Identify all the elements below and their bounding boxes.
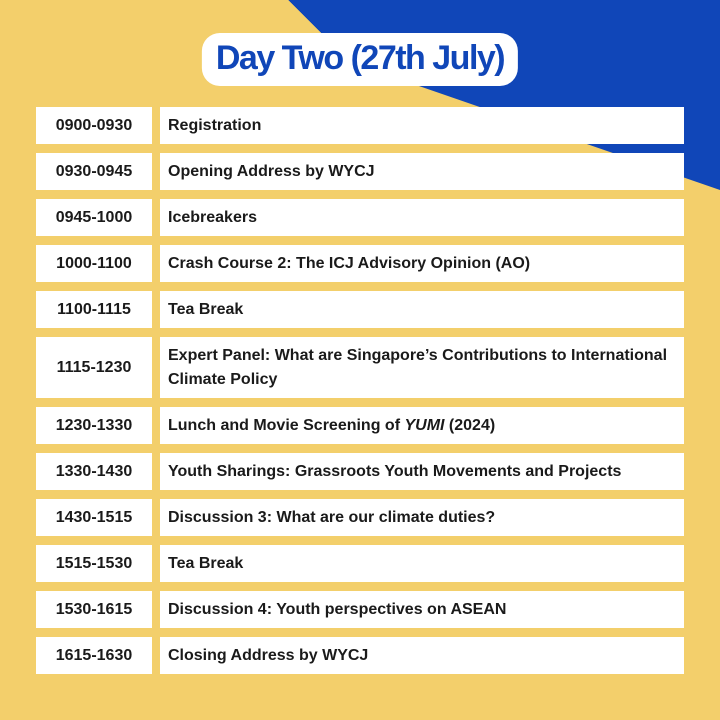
table-row [36,545,684,582]
table-row [36,453,684,490]
table-row [36,637,684,674]
time-cell: 1115-1230 [36,337,152,398]
time-cell: 1515-1530 [36,545,152,582]
table-row [36,591,684,628]
activity-cell: Icebreakers [160,199,684,236]
time-cell: 0900-0930 [36,107,152,144]
activity-cell: Crash Course 2: The ICJ Advisory Opinion (AO) [160,245,684,282]
film-title: YUMI [404,416,445,434]
time-cell: 1530-1615 [36,591,152,628]
time-cell: 1615-1630 [36,637,152,674]
table-row [36,153,684,190]
activity-cell: Youth Sharings: Grassroots Youth Movements and Projects [160,453,684,490]
activity-year: (2024) [444,416,496,434]
table-row [36,499,684,536]
table-row [36,337,684,398]
activity-text: Lunch and Movie Screening of [168,416,405,434]
activity-cell: Expert Panel: What are Singapore’s Contributions to International Climate Policy [160,337,684,398]
schedule-table [36,107,684,683]
time-cell: 1230-1330 [36,407,152,444]
table-row [36,245,684,282]
activity-cell: Registration [160,107,684,144]
time-cell: 1430-1515 [36,499,152,536]
time-cell: 1330-1430 [36,453,152,490]
page-title: Day Two (27th July) [202,33,518,86]
activity-cell: Discussion 4: Youth perspectives on ASEAN [160,591,684,628]
time-cell: 1000-1100 [36,245,152,282]
activity-cell: Tea Break [160,291,684,328]
activity-cell: Opening Address by WYCJ [160,153,684,190]
time-cell: 1100-1115 [36,291,152,328]
activity-cell [160,407,684,444]
time-cell: 0930-0945 [36,153,152,190]
activity-cell: Closing Address by WYCJ [160,637,684,674]
activity-cell: Tea Break [160,545,684,582]
activity-cell: Discussion 3: What are our climate duties? [160,499,684,536]
table-row [36,407,684,444]
table-row [36,199,684,236]
table-row [36,107,684,144]
table-row [36,291,684,328]
time-cell: 0945-1000 [36,199,152,236]
